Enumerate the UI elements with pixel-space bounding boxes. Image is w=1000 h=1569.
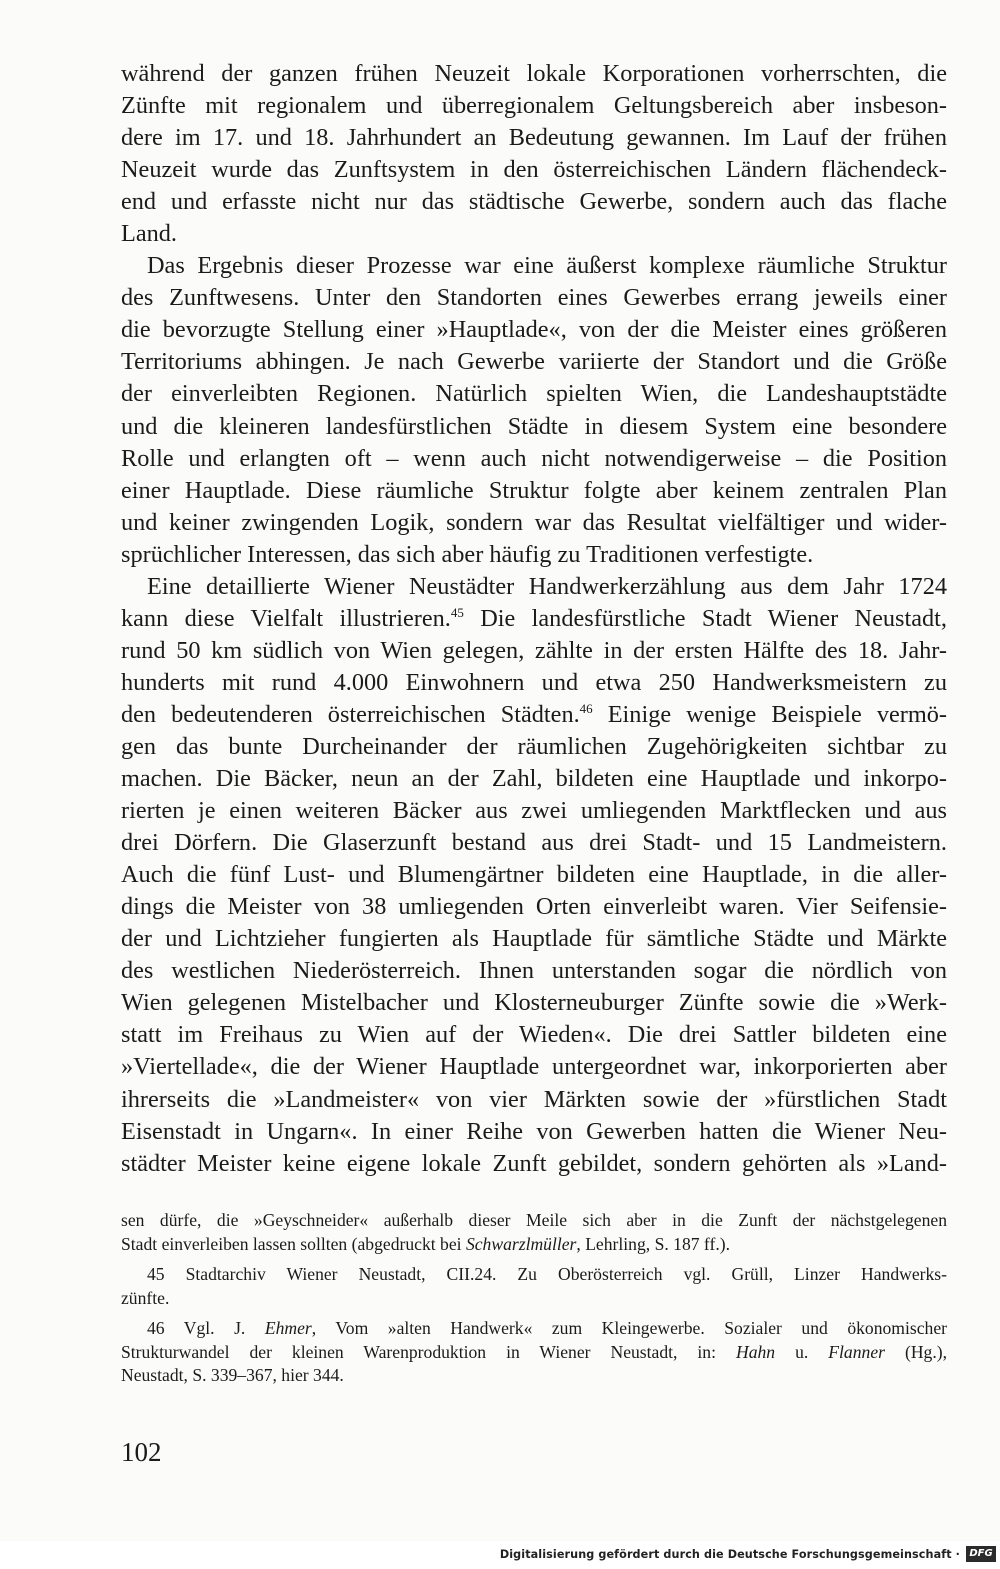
author-name: Hahn (736, 1341, 776, 1362)
text-line: des Zunftwesens. Unter den Standorten eines Gewerbes errang jeweils einer (121, 284, 947, 312)
text-line: der einverleibten Regionen. Natürlich spielten Wien, die Landeshauptstädte (121, 380, 947, 408)
text-line: Eisenstadt in Ungarn«. In einer Reihe von Gewerben hatten die Wiener Neu- (121, 1117, 947, 1145)
footnote-46 (121, 1317, 947, 1388)
text-segment: den bedeutenderen österreichischen Städten. (121, 700, 580, 728)
paragraph-2 (121, 250, 947, 570)
text-line: »Viertellade«, die der Wiener Hauptlade untergeordnet war, inkorporierten aber (121, 1053, 947, 1081)
footnote-line: Neustadt, S. 339–367, hier 344. (121, 1365, 344, 1385)
author-name: Flanner (828, 1341, 885, 1362)
footnote-ref-46[interactable]: 46 (579, 700, 593, 716)
text-line: machen. Die Bäcker, neun an der Zahl, bildeten eine Hauptlade und inkorpo- (121, 765, 947, 793)
text-line: dings die Meister von 38 umliegenden Orten einverleibt waren. Vier Seifensie- (121, 893, 947, 921)
text-segment: 46 Vgl. J. (147, 1318, 265, 1338)
footnote-continuation (121, 1209, 947, 1256)
text-line: Auch die fünf Lust- und Blumengärtner bildeten eine Hauptlade, in die aller- (121, 861, 947, 889)
paragraph-1 (121, 58, 947, 250)
main-text (121, 58, 947, 1180)
text-line: rierten je einen weiteren Bäcker aus zwei umliegenden Marktflecken und aus (121, 797, 947, 825)
text-line: des westlichen Niederösterreich. Ihnen unterstanden sogar die nördlich von (121, 957, 947, 985)
author-name: Schwarzlmüller (465, 1233, 577, 1254)
footnote-line (121, 1233, 947, 1257)
text-line: die bevorzugte Stellung einer »Hauptlade«, von der die Meister eines größeren (121, 316, 947, 344)
text-line (121, 603, 947, 635)
text-segment: u. (775, 1341, 829, 1362)
text-segment: Strukturwandel der kleinen Warenproduktion in Wiener Neustadt, in: (121, 1341, 736, 1362)
footnote-45 (121, 1263, 947, 1310)
text-line: Rolle und erlangten oft – wenn auch nicht notwendigerweise – die Position (121, 444, 947, 472)
footnote-line: 45 Stadtarchiv Wiener Neustadt, CII.24. Zu Oberösterreich vgl. Grüll, Linzer Handwerks- (147, 1264, 947, 1284)
text-segment: (Hg.), (884, 1341, 947, 1362)
text-line: Eine detaillierte Wiener Neustädter Handwerkerzählung aus dem Jahr 1724 (147, 572, 947, 600)
text-line: dere im 17. und 18. Jahrhundert an Bedeutung gewannen. Im Lauf der frühen (121, 124, 947, 152)
text-line: Neuzeit wurde das Zunftsystem in den österreichischen Ländern flächendeck- (121, 156, 947, 184)
page-number: 102 (121, 1437, 162, 1467)
text-line: Wien gelegenen Mistelbacher und Klosterneuburger Zünfte sowie die »Werk- (121, 989, 947, 1017)
text-line: Territoriums abhingen. Je nach Gewerbe variierte der Standort und die Größe (121, 348, 947, 376)
text-line: rund 50 km südlich von Wien gelegen, zählte in der ersten Hälfte des 18. Jahr- (121, 636, 947, 664)
paragraph-3 (121, 571, 947, 1180)
text-segment: , Lehrling, S. 187 ff.). (576, 1233, 730, 1254)
text-segment: Stadt einverleiben lassen sollten (abgedruckt bei (121, 1233, 466, 1254)
text-line: ihrerseits die »Landmeister« von vier Märkten sowie der »fürstlichen Stadt (121, 1085, 947, 1113)
text-line: der und Lichtzieher fungierten als Hauptlade für sämtliche Städte und Märkte (121, 925, 947, 953)
funding-text: Digitalisierung gefördert durch die Deutsche Forschungsgemeinschaft · (499, 1548, 960, 1561)
text-line: Zünfte mit regionalem und überregionalem Geltungsbereich aber insbeson- (121, 92, 947, 120)
footnote-line (121, 1317, 947, 1341)
dfg-logo-icon: DFG (966, 1546, 996, 1562)
text-line: drei Dörfern. Die Glaserzunft bestand aus drei Stadt- und 15 Landmeistern. (121, 829, 947, 857)
text-line: einer Hauptlade. Diese räumliche Struktur folgte aber keinem zentralen Plan (121, 476, 947, 504)
author-name: Ehmer (264, 1318, 312, 1338)
text-line: gen das bunte Durcheinander der räumlichen Zugehörigkeiten sichtbar zu (121, 732, 947, 760)
footnotes (121, 1209, 947, 1395)
footnote-line: sen dürfe, die »Geyschneider« außerhalb dieser Meile sich aber in die Zunft der nächstgelegenen (121, 1210, 947, 1230)
text-line: und keiner zwingenden Logik, sondern war das Resultat vielfältiger und wider- (121, 508, 947, 536)
text-segment: kann diese Vielfalt illustrieren. (121, 604, 451, 632)
text-segment: Die landesfürstliche Stadt Wiener Neustadt, (463, 604, 947, 632)
text-line: Land. (121, 220, 177, 248)
footnote-line: zünfte. (121, 1287, 170, 1308)
text-line (121, 699, 947, 731)
text-segment: Einige wenige Beispiele vermö- (592, 700, 947, 728)
text-line: statt im Freihaus zu Wien auf der Wieden«. Die drei Sattler bildeten eine (121, 1021, 947, 1049)
text-line: während der ganzen frühen Neuzeit lokale Korporationen vorherrschten, die (121, 60, 947, 87)
footnote-line (121, 1341, 947, 1365)
text-line: end und erfasste nicht nur das städtische Gewerbe, sondern auch das flache (121, 188, 947, 216)
text-line: Das Ergebnis dieser Prozesse war eine äußerst komplexe räumliche Struktur (147, 252, 947, 280)
text-segment: , Vom »alten Handwerk« zum Kleingewerbe. Sozialer und ökonomischer (311, 1318, 947, 1338)
text-line: städter Meister keine eigene lokale Zunft gebildet, sondern gehörten als »Land- (121, 1149, 947, 1177)
text-line: sprüchlicher Interessen, das sich aber häufig zu Traditionen verfestigte. (121, 540, 814, 568)
text-line: und die kleineren landesfürstlichen Städte in diesem System eine besondere (121, 412, 947, 440)
funding-notice (0, 1541, 1000, 1569)
text-line: hunderts mit rund 4.000 Einwohnern und etwa 250 Handwerksmeistern zu (121, 668, 947, 696)
footnote-ref-45[interactable]: 45 (450, 604, 464, 620)
